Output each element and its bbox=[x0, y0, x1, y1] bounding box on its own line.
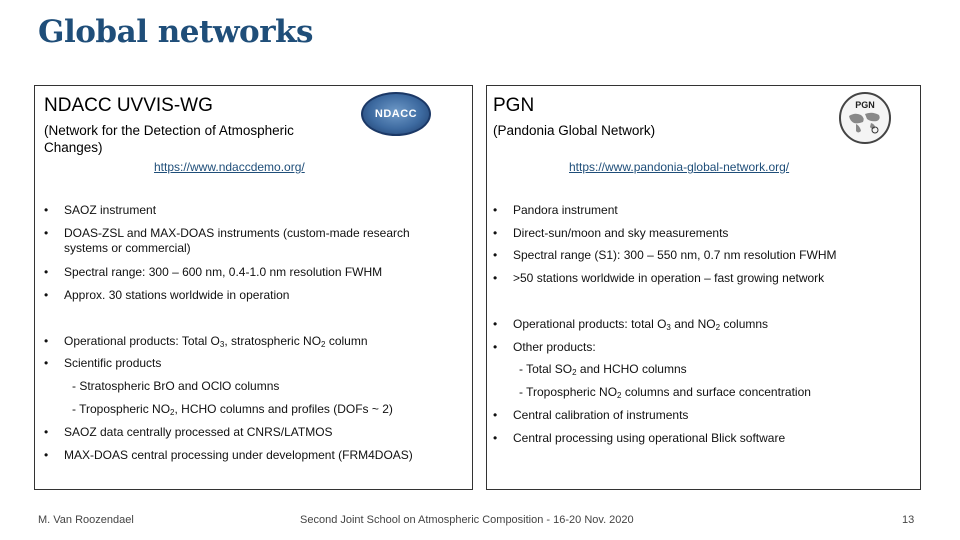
bullet-dot: • bbox=[44, 226, 49, 240]
bullet-dot: • bbox=[493, 226, 498, 240]
bullet-text bbox=[513, 317, 768, 335]
bullet-dot: • bbox=[44, 425, 49, 439]
subscript: 2 bbox=[715, 323, 721, 332]
subscript: 3 bbox=[219, 340, 225, 349]
sub-item: - Stratospheric BrO and OClO columns bbox=[72, 379, 280, 393]
subscript: 2 bbox=[321, 340, 326, 349]
bullet-text: Spectral range (S1): 300 – 550 nm, 0.7 nm resolution FWHM bbox=[513, 248, 837, 262]
pgn-logo bbox=[839, 92, 891, 144]
page-number: 13 bbox=[902, 514, 915, 526]
text-part: - Total SO bbox=[519, 362, 573, 376]
bullet-dot: • bbox=[493, 203, 498, 217]
ndacc-link[interactable]: https://www.ndaccdemo.org/ bbox=[154, 160, 305, 174]
sub-item bbox=[72, 402, 393, 417]
bullet-text: Pandora instrument bbox=[513, 203, 618, 217]
bullet-dot: • bbox=[493, 248, 498, 262]
footer-event: Second Joint School on Atmospheric Composition - 16-20 Nov. 2020 bbox=[300, 514, 634, 526]
page-title: Global networks bbox=[38, 14, 313, 50]
list-item bbox=[44, 226, 464, 258]
bullet-text: Scientific products bbox=[64, 356, 162, 370]
bullet-text: MAX-DOAS central processing under development (FRM4DOAS) bbox=[64, 448, 413, 462]
ndacc-name: NDACC UVVIS-WG bbox=[44, 95, 213, 116]
footer-author: M. Van Roozendael bbox=[38, 514, 134, 526]
pgn-name: PGN bbox=[493, 95, 535, 116]
bullet-text: >50 stations worldwide in operation – fast growing network bbox=[513, 271, 825, 285]
subscript: 2 bbox=[572, 368, 577, 377]
text-part: and NO bbox=[670, 317, 716, 331]
pgn-panel bbox=[486, 85, 921, 490]
bullet-dot: • bbox=[493, 340, 498, 354]
bullet-dot: • bbox=[44, 265, 49, 279]
bullet-text: SAOZ data centrally processed at CNRS/LATMOS bbox=[64, 425, 333, 439]
bullet-text: Central processing using operational Blick software bbox=[513, 431, 786, 445]
text-part: - Tropospheric NO bbox=[519, 385, 618, 399]
bullet-text: Direct-sun/moon and sky measurements bbox=[513, 226, 729, 240]
bullet-dot: • bbox=[493, 317, 498, 331]
bullet-dot: • bbox=[44, 356, 49, 370]
text-part: Operational products: total O bbox=[513, 317, 667, 331]
sub-item bbox=[519, 362, 687, 377]
bullet-dot: • bbox=[44, 448, 49, 462]
text-part: Operational products: Total O bbox=[64, 334, 220, 348]
text-part: columns and surface concentration bbox=[621, 385, 811, 399]
pgn-full-name: (Pandonia Global Network) bbox=[493, 123, 656, 138]
ndacc-logo bbox=[361, 92, 431, 136]
pgn-link[interactable]: https://www.pandonia-global-network.org/ bbox=[569, 160, 790, 174]
bullet-text: DOAS-ZSL and MAX-DOAS instruments (custom-made research systems or commercial) bbox=[64, 226, 410, 255]
subscript: 2 bbox=[170, 408, 175, 417]
bullet-dot: • bbox=[493, 408, 498, 422]
bullet-dot: • bbox=[493, 431, 498, 445]
bullet-text: SAOZ instrument bbox=[64, 203, 157, 217]
bullet-dot: • bbox=[44, 334, 49, 348]
bullet-text: Spectral range: 300 – 600 nm, 0.4-1.0 nm resolution FWHM bbox=[64, 265, 383, 279]
sub-item bbox=[519, 385, 811, 400]
text-part: , HCHO columns and profiles (DOFs ~ 2) bbox=[174, 402, 393, 416]
pgn-logo-text: PGN bbox=[855, 100, 875, 110]
bullet-text bbox=[64, 334, 368, 352]
ndacc-full-name: (Network for the Detection of Atmospheric Changes) bbox=[44, 123, 294, 155]
ndacc-logo-text: NDACC bbox=[374, 108, 418, 120]
bullet-text: Other products: bbox=[513, 340, 596, 354]
subscript: 3 bbox=[666, 323, 671, 332]
text-part: columns bbox=[720, 317, 769, 331]
world-map-icon bbox=[841, 94, 889, 142]
bullet-dot: • bbox=[44, 288, 49, 302]
bullet-dot: • bbox=[493, 271, 498, 285]
text-part: and HCHO columns bbox=[576, 362, 687, 376]
bullet-text: Approx. 30 stations worldwide in operation bbox=[64, 288, 290, 302]
subscript: 2 bbox=[617, 391, 622, 400]
text-part: , stratospheric NO bbox=[224, 334, 322, 348]
text-part: - Tropospheric NO bbox=[72, 402, 171, 416]
bullet-dot: • bbox=[44, 203, 49, 217]
bullet-text: Central calibration of instruments bbox=[513, 408, 689, 422]
text-part: column bbox=[325, 334, 368, 348]
